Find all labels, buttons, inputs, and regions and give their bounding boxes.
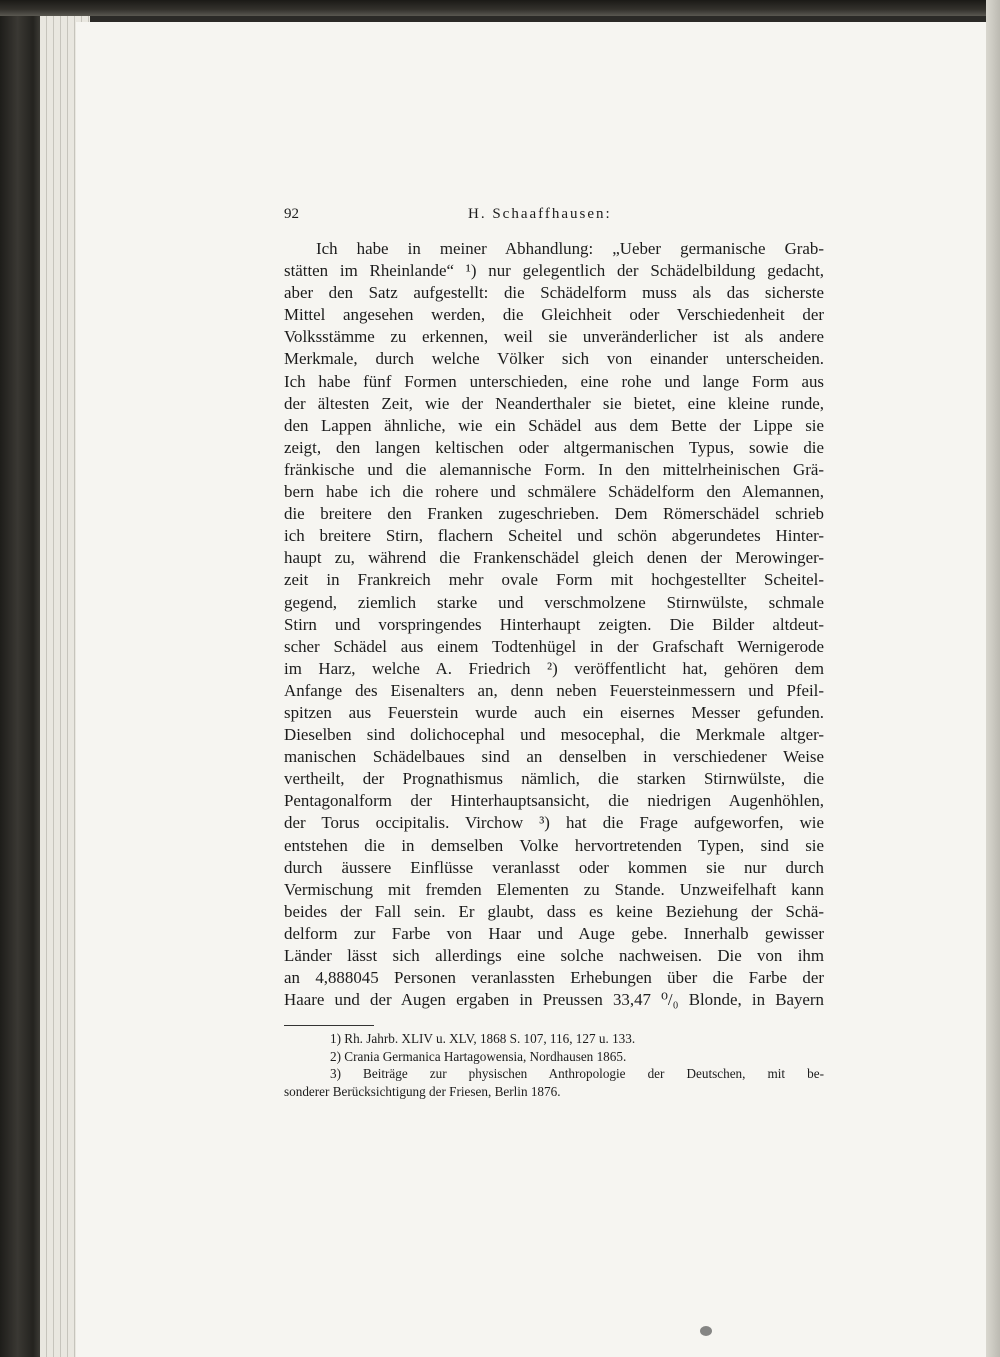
footnotes: [284, 1030, 824, 1100]
book-binding: [0, 0, 44, 1357]
text-line: im Harz, welche A. Friedrich ²) veröffentlicht hat, gehören dem: [284, 658, 824, 678]
text-line: Dieselben sind dolichocephal und mesocephal, die Merkmale altger-: [284, 725, 824, 745]
text-line: vertheilt, der Prognathismus nämlich, die starken Stirnwülste, die: [284, 769, 824, 789]
text-line: gegend, ziemlich starke und verschmolzene Stirnwülste, schmale: [284, 592, 824, 612]
footnote-1: 1) Rh. Jahrb. XLIV u. XLV, 1868 S. 107, 116, 127 u. 133.: [330, 1031, 636, 1047]
text-line: manischen Schädelbaues sind an denselben in verschiedener Weise: [284, 747, 824, 767]
scan-speck: [700, 1326, 712, 1336]
text-line: den Lappen ähnliche, wie ein Schädel aus dem Bette der Lippe sie: [284, 415, 824, 435]
text-line: an 4,888045 Personen veranlassten Erhebungen über die Farbe der: [284, 968, 824, 988]
text-line: haupt zu, während die Frankenschädel gleich denen der Merowinger-: [284, 548, 824, 568]
text-line: durch äussere Einflüsse veranlasst oder kommen sie nur durch: [284, 857, 824, 877]
text-line: Anfange des Eisenalters an, denn neben Feuersteinmessern und Pfeil-: [284, 680, 824, 700]
text-line: Länder lässt sich allerdings eine solche nachweisen. Die von ihm: [284, 946, 824, 965]
text-line: der ältesten Zeit, wie der Neanderthaler sie bietet, eine kleine runde,: [284, 393, 824, 413]
text-line: Merkmale, durch welche Völker sich von einander unterscheiden.: [284, 349, 824, 369]
top-scan-edge: [0, 0, 1000, 16]
body-paragraph: [284, 238, 824, 1011]
page-number: 92: [284, 206, 299, 222]
text-line: Pentagonalform der Hinterhauptsansicht, die niedrigen Augenhöhlen,: [284, 791, 824, 811]
text-line: delform zur Farbe von Haar und Auge gebe. Innerhalb gewisser: [284, 923, 824, 943]
text-line: beides der Fall sein. Er glaubt, dass es keine Beziehung der Schä-: [284, 901, 824, 921]
text-line: spitzen aus Feuerstein wurde auch ein eisernes Messer gefunden.: [284, 702, 824, 722]
text-line: Vermischung mit fremden Elementen zu Stande. Unzweifelhaft kann: [284, 879, 824, 899]
text-line: der Torus occipitalis. Virchow ³) hat die Frage aufgeworfen, wie: [284, 813, 824, 833]
footnote-3: 3) Beiträge zur physischen Anthropologie der Deutschen, mit be-: [330, 1066, 824, 1082]
text-line: scher Schädel aus einem Todtenhügel in der Grafschaft Wernigerode: [284, 636, 824, 656]
text-line: stätten im Rheinlande“ ¹) nur gelegentlich der Schädelbildung gedacht,: [284, 261, 824, 281]
text-line: Mittel angesehen werden, die Gleichheit oder Verschiedenheit der: [284, 305, 824, 325]
right-scan-edge: [986, 0, 1000, 1357]
text-line: Ich habe in meiner Abhandlung: „Ueber germanische Grab-: [316, 239, 824, 258]
text-line: fränkische und die alemannische Form. In den mittelrheinischen Grä-: [284, 459, 824, 479]
text-line: zeigt, den langen keltischen oder altgermanischen Typus, sowie die: [284, 437, 824, 457]
text-line: ich breitere Stirn, flachern Scheitel und schön abgerundetes Hinter-: [284, 526, 824, 546]
footnote-2: 2) Crania Germanica Hartagowensia, Nordhausen 1865.: [330, 1048, 627, 1064]
footnote-3-continued: sonderer Berücksichtigung der Friesen, Berlin 1876.: [284, 1084, 561, 1100]
text-line: die breitere den Franken zugeschrieben. Dem Römerschädel schrieb: [284, 504, 824, 524]
text-line: Volksstämme zu erkennen, weil sie unveränderlicher ist als andere: [284, 327, 824, 347]
text-line: Haare und der Augen ergaben in Preussen 33,47 ⁰/₀ Blonde, in Bayern: [284, 990, 824, 1010]
text-line: bern habe ich die rohere und schmälere Schädelform den Alemannen,: [284, 482, 824, 502]
text-line: zeit in Frankreich mehr ovale Form mit hochgestellter Scheitel-: [284, 570, 824, 590]
text-line: Ich habe fünf Formen unterschieden, eine rohe und lange Form aus: [284, 371, 824, 391]
running-head: [284, 206, 824, 232]
running-title: H. Schaaffhausen:: [468, 206, 612, 222]
text-line: aber den Satz aufgestellt: die Schädelform muss als das sicherste: [284, 283, 824, 303]
text-line: entstehen die in demselben Volke hervortretenden Typen, sind sie: [284, 835, 824, 855]
footnote-rule: [284, 1025, 374, 1026]
page-content: [284, 206, 824, 1101]
text-line: Stirn und vorspringendes Hinterhaupt zeigten. Die Bilder altdeut-: [284, 614, 824, 634]
